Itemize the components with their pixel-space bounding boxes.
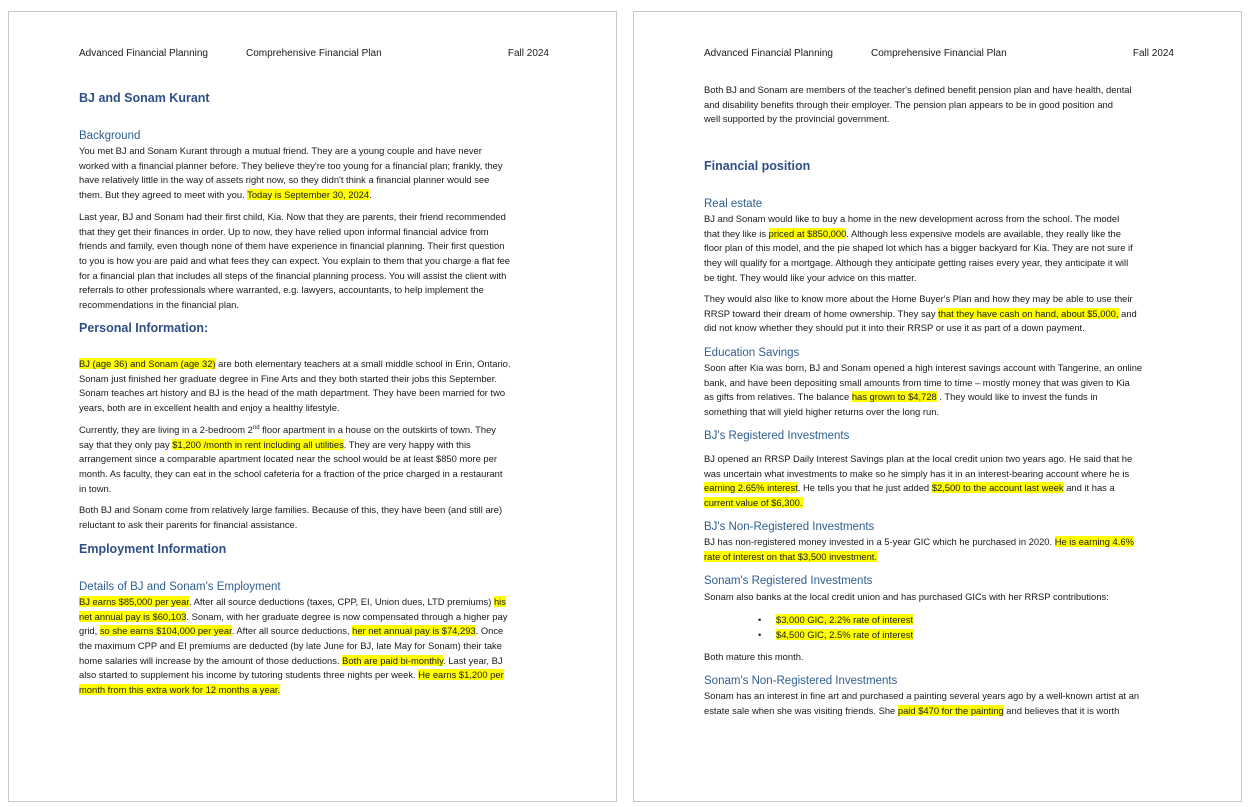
highlight-bj-rrsp-value: current value of $6,300. — [704, 496, 803, 508]
highlight-sonam-net: her net annual pay is $74,293 — [352, 625, 476, 637]
financial-position-heading: Financial position — [704, 159, 811, 173]
list-item: • $4,500 GIC, 2.5% rate of interest — [758, 629, 914, 640]
pension-paragraph: Both BJ and Sonam are members of the teacher's defined benefit pension plan and have health, dental and disability benefits through their employer. The pension plan appears to be in good position and well supported by the provincial government. — [704, 84, 1132, 125]
background-paragraph-1: You met BJ and Sonam Kurant through a mutual friend. They are a young couple and have never worked with a financial planner before. They believe they're too young for a financial plan; frankly, they have relatively little in the way of assets right now, so they didn't think a financial planner would see them. But they agreed to meet with you. Today is September 30, 2024. — [79, 145, 503, 200]
sonam-nonregistered-heading: Sonam's Non-Registered Investments — [704, 675, 898, 687]
highlight-ages: BJ (age 36) and Sonam (age 32) — [79, 358, 216, 369]
header-document: Comprehensive Financial Plan — [246, 48, 382, 59]
real-estate-paragraph-2: They would also like to know more about the Home Buyer's Plan and how they may be able to use their RRSP toward their dream of home ownership. They say that they have cash on hand, about $5,000, and did not know whether they should put it into their RRSP or use it as part of a down payment. — [704, 293, 1137, 334]
highlight-home-price: priced at $850,000 — [768, 227, 847, 239]
personal-paragraph-2: Currently, they are living in a 2-bedroom 2nd floor apartment in a house on the outskirts of town. They say that they only pay $1,200 /month in rent including all utilities. They are very happy with this arrangement since a comparable apartment located near the school would be at least $850 more per month. As faculty, they can eat in the school cafeteria for a fraction of the price charged in a restaurant in town. — [79, 424, 503, 494]
document-page-left — [8, 11, 617, 802]
highlight-sonam-salary: so she earns $104,000 per year — [99, 625, 232, 637]
header-term: Fall 2024 — [1132, 48, 1174, 59]
header-course: Advanced Financial Planning — [79, 48, 208, 59]
maturity-note: Both mature this month. — [704, 651, 804, 662]
education-savings-paragraph: Soon after Kia was born, BJ and Sonam opened a high interest savings account with Tangerine, an online bank, and have been depositing small amounts from time to time – mostly money that was given to Kia as gifts from relatives. The balance has grown to $4,728 . They would like to invest the funds in something that will yield higher returns over the long run. — [704, 362, 1143, 417]
background-paragraph-2: Last year, BJ and Sonam had their first child, Kia. Now that they are parents, their friend recommended that they get their finances in order. Up to now, they have relied upon informal financial advice from friends and family, even though none of them have experience in financial planning. Their first question to you is how you are paid and what fees they can expect. You explain to them that you charge a flat fee for a financial plan that includes all steps of the financial planning process. You will assist the client with referrals to other professionals where warranted, e.g. lawyers, accountants, to help implement the recommendations in the financial plan. — [79, 211, 511, 310]
header-course: Advanced Financial Planning — [704, 48, 833, 59]
highlight-cash-on-hand: that they have cash on hand, about $5,000, — [938, 307, 1119, 319]
highlight-bj-rrsp-rate: earning 2.65% interest — [704, 482, 798, 494]
sonam-registered-paragraph: Sonam also banks at the local credit union and has purchased GICs with her RRSP contributions: — [704, 591, 1109, 602]
employment-paragraph: BJ earns $85,000 per year. After all source deductions (taxes, CPP, EI, Union dues, LTD premiums) his net annual pay is $60,103. Sonam, with her graduate degree is now compensated through a higher pay grid, so she earns $104,000 per year. After all source deductions, her net annual pay is $74,293. Once the maximum CPP and EI premiums are deducted (by late June for BJ, late May for Sonam) their take home salaries will increase by the amount of those deductions. Both are paid bi-monthly. Last year, BJ also started to supplement his income by tutoring students three nights per week. He earns $1,200 per month from this extra work for 12 months a year. — [79, 596, 508, 695]
bj-nonregistered-paragraph: BJ has non-registered money invested in a 5-year GIC which he purchased in 2020. He is earning 4.6% rate of interest on that $3,500 investment. — [704, 536, 1134, 562]
highlight-bj-gic-rate: He is earning 4.6% — [1054, 536, 1134, 547]
page-header — [79, 47, 549, 61]
list-item: • $3,000 GIC, 2.2% rate of interest — [758, 614, 914, 625]
document-page-right — [633, 11, 1242, 802]
client-title: BJ and Sonam Kurant — [79, 91, 210, 105]
highlight-painting-cost: paid $470 for the painting — [897, 704, 1004, 716]
highlight-tutoring: He earns $1,200 per — [418, 669, 504, 681]
header-document: Comprehensive Financial Plan — [871, 48, 1007, 59]
bj-registered-paragraph: BJ opened an RRSP Daily Interest Savings plan at the local credit union two years ago. He said that he was uncertain what investments to make so he simply has it in an interest-bearing account where he is earning 2.65% interest. He tells you that he just added $2,500 to the account last week and it has a current value of $6,300. — [704, 453, 1133, 508]
sonam-registered-heading: Sonam's Registered Investments — [704, 575, 873, 587]
personal-paragraph-3: Both BJ and Sonam come from relatively large families. Because of this, they have been (and still are) reluctant to ask their parents for financial assistance. — [79, 504, 503, 530]
employment-heading: Employment Information — [79, 542, 227, 556]
highlight-rent: $1,200 /month in rent including all utilities — [172, 438, 344, 450]
bj-registered-heading: BJ's Registered Investments — [704, 430, 850, 442]
real-estate-paragraph-1: BJ and Sonam would like to buy a home in the new development across from the school. The model that they like is priced at $850,000. Although less expensive models are available, they really like the floor plan of this model, and the pie shaped lot which has a bigger backyard for Kia. They are not sure if they will qualify for a mortgage. Although they anticipate getting raises every year, they anticipate it will be tight. They would like your advice on this matter. — [704, 213, 1133, 283]
highlight-pay-frequency: Both are paid bi-monthly — [342, 654, 444, 666]
personal-paragraph-1: BJ (age 36) and Sonam (age 32) are both elementary teachers at a small middle school in Erin, Ontario. Sonam just finished her graduate degree in Fine Arts and they both started their jobs this September. Sonam teaches art history and BJ is the head of the math department. They have been married for two years, both are in excellent health and enjoy a healthy lifestyle. — [79, 358, 511, 413]
highlight-date: Today is September 30, 2024 — [247, 188, 370, 200]
page-header — [704, 47, 1174, 61]
highlight-education-balance: has grown to $4,728 — [851, 391, 937, 403]
highlight-bj-rrsp-deposit: $2,500 to the account last week — [931, 482, 1064, 494]
personal-info-heading: Personal Information: — [79, 321, 209, 335]
bj-nonregistered-heading: BJ's Non-Registered Investments — [704, 521, 875, 533]
background-heading: Background — [79, 130, 141, 142]
header-term: Fall 2024 — [507, 48, 549, 59]
highlight-bj-net: net annual pay is $60,103 — [79, 610, 187, 622]
employment-subheading: Details of BJ and Sonam's Employment — [79, 581, 281, 593]
real-estate-heading: Real estate — [704, 198, 763, 210]
highlight-bj-salary: BJ earns $85,000 per year — [79, 596, 189, 607]
education-savings-heading: Education Savings — [704, 347, 800, 359]
sonam-nonregistered-paragraph: Sonam has an interest in fine art and purchased a painting several years ago by a well-known artist at an estate sale when she was visiting friends. She paid $470 for the painting and believes that it is worth — [704, 690, 1140, 716]
